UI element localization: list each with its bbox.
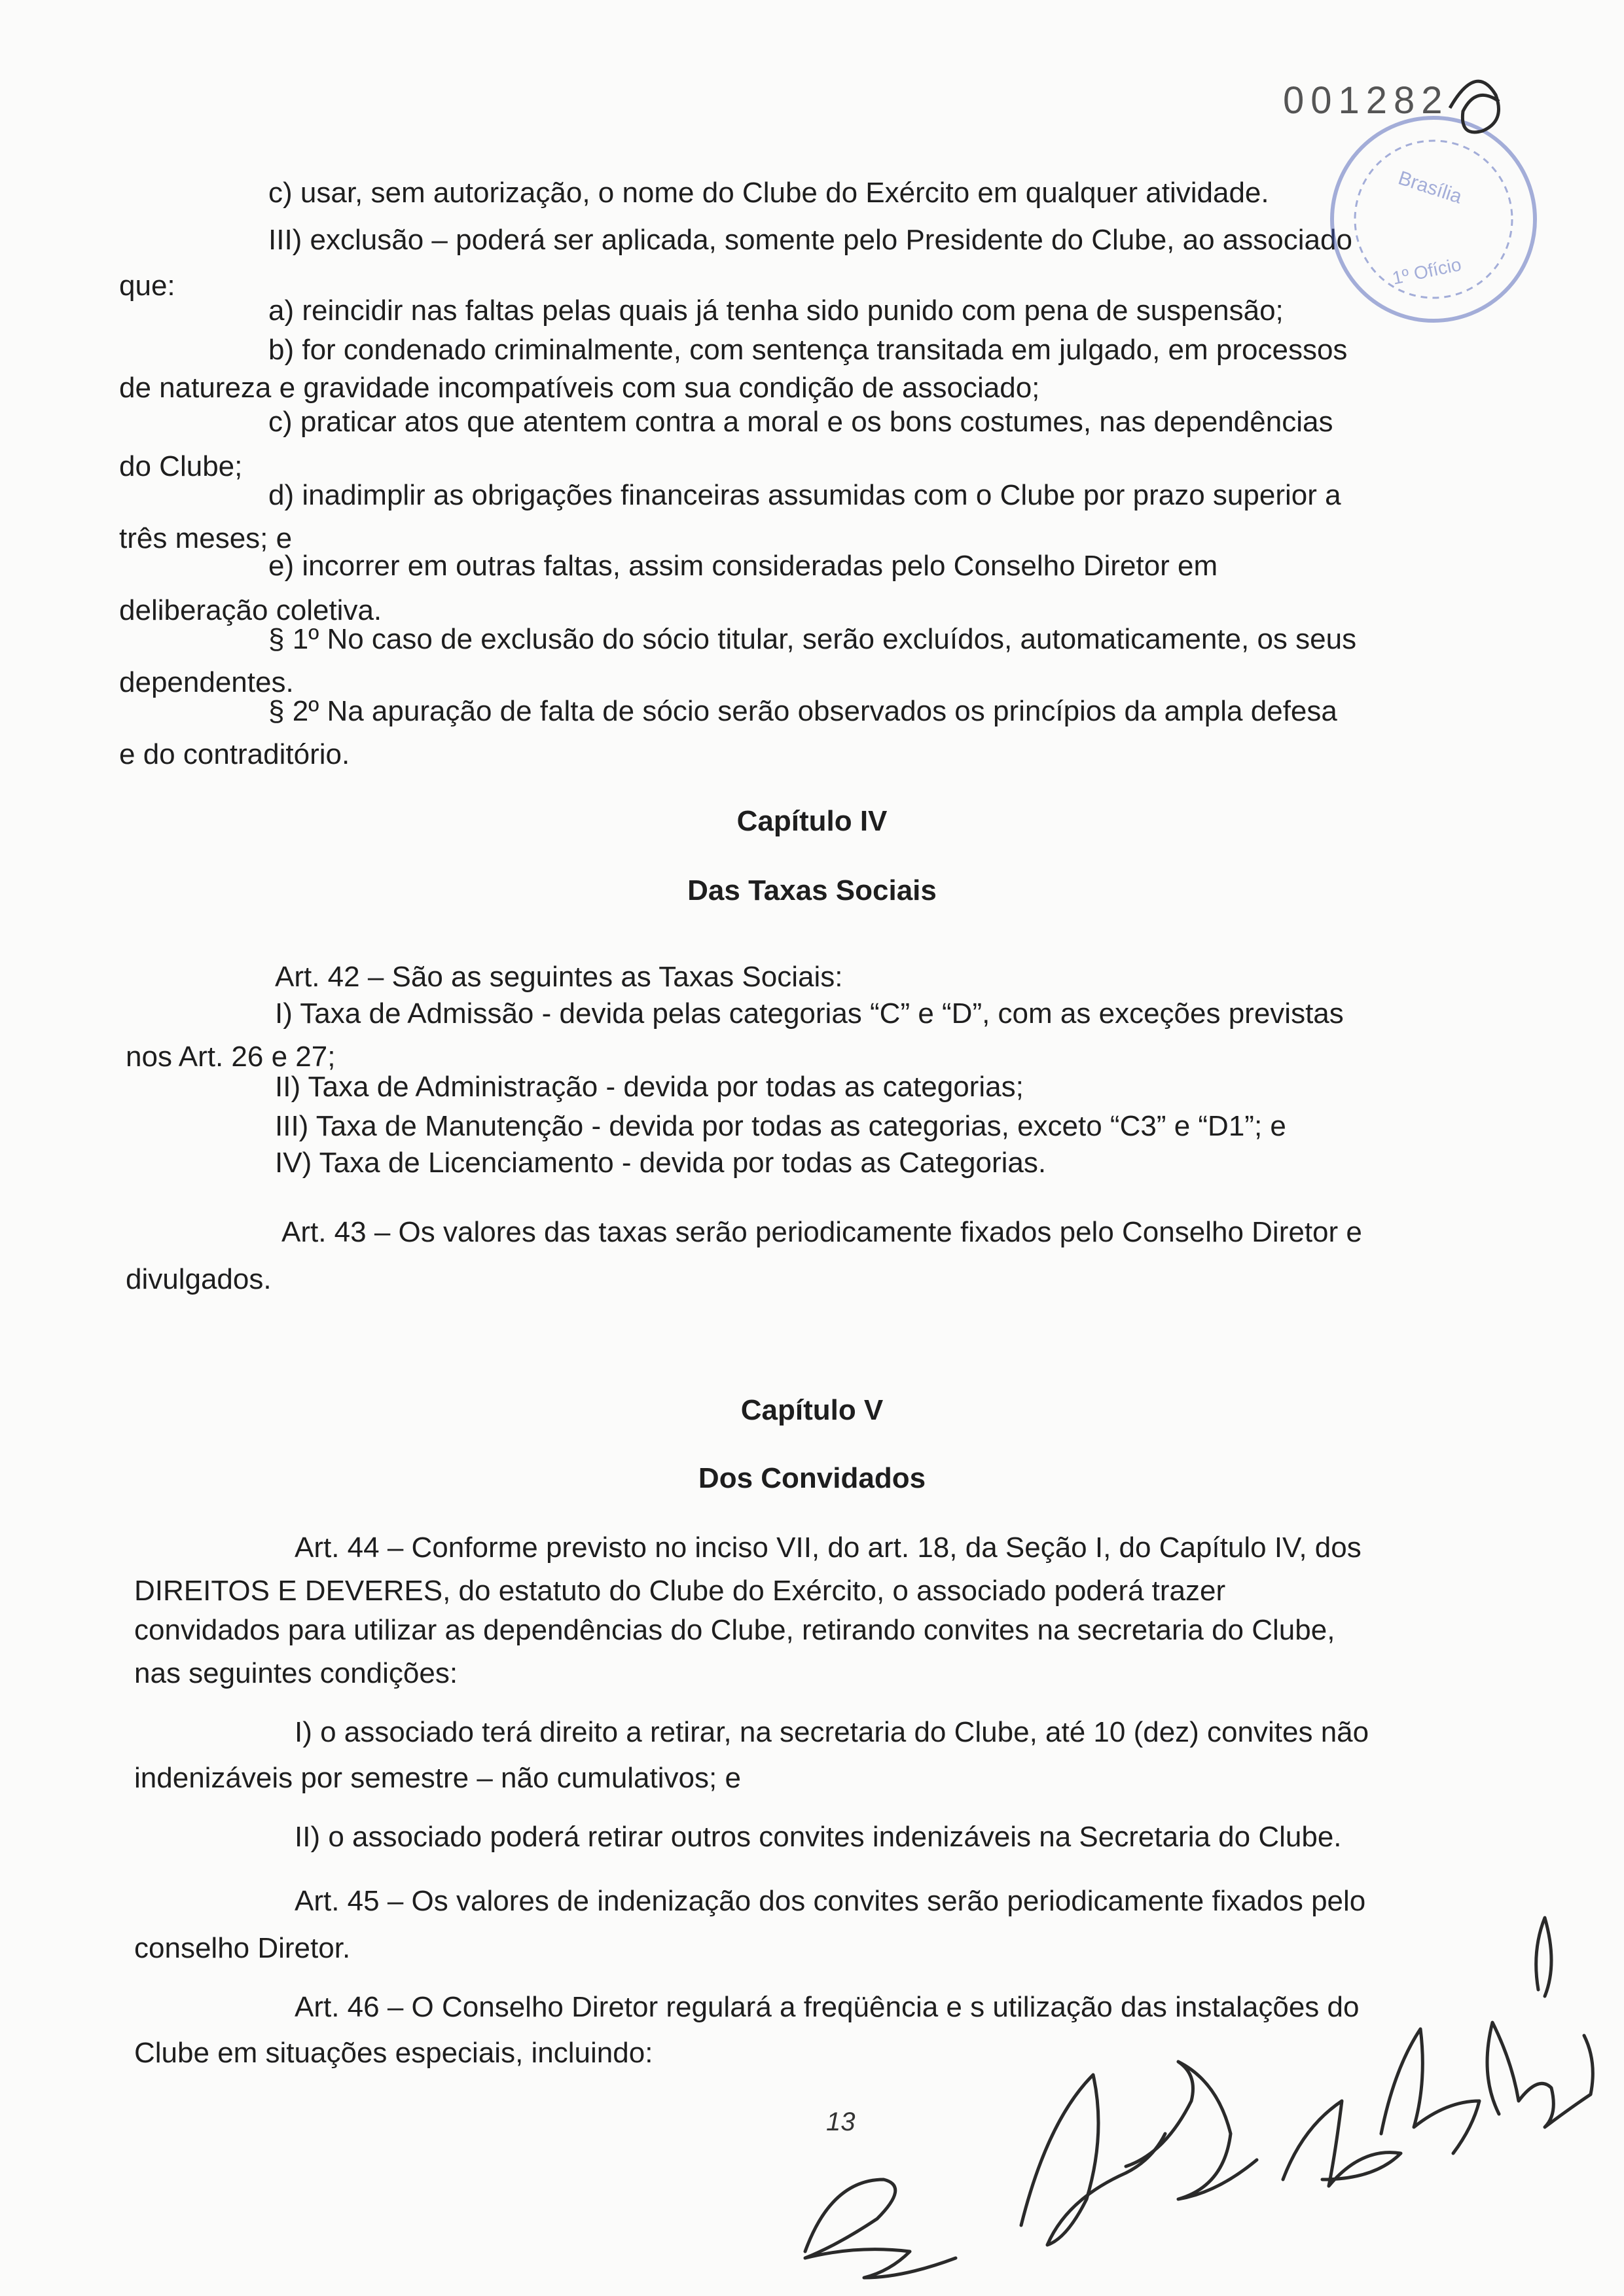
text-line: II) o associado poderá retirar outros convites indenizáveis na Secretaria do Clube. [295, 1821, 1342, 1853]
text-line: c) praticar atos que atentem contra a moral e os bons costumes, nas dependências [268, 406, 1333, 438]
text-line: b) for condenado criminalmente, com sentença transitada em julgado, em processos [268, 334, 1348, 366]
text-line: II) Taxa de Administração - devida por todas as categorias; [275, 1071, 1024, 1103]
text-line: de natureza e gravidade incompatíveis com sua condição de associado; [119, 372, 1040, 404]
text-line: do Clube; [119, 450, 243, 482]
text-line: Art. 46 – O Conselho Diretor regulará a freqüência e s utilização das instalações do [295, 1991, 1360, 2023]
chapter-heading: Capítulo V [740, 1394, 884, 1426]
text-line: dependentes. [119, 666, 294, 698]
text-line: I) Taxa de Admissão - devida pelas categorias “C” e “D”, com as exceções previstas [275, 997, 1344, 1030]
text-line: DIREITOS E DEVERES, do estatuto do Clube do Exército, o associado poderá trazer [134, 1575, 1226, 1607]
text-line: três meses; e [119, 522, 293, 554]
text-line: c) usar, sem autorização, o nome do Clube do Exército em qualquer atividade. [268, 177, 1269, 209]
svg-text:1º Ofício: 1º Ofício [1390, 254, 1464, 289]
text-line: Art. 43 – Os valores das taxas serão periodicamente fixados pelo Conselho Diretor e [281, 1216, 1362, 1248]
text-line: indenizáveis por semestre – não cumulativos; e [134, 1762, 741, 1794]
text-line: que: [119, 270, 175, 302]
chapter-subheading: Dos Convidados [698, 1462, 926, 1494]
text-line: conselho Diretor. [134, 1932, 351, 1964]
text-line: nas seguintes condições: [134, 1657, 458, 1689]
text-line: Clube em situações especiais, incluindo: [134, 2037, 653, 2069]
text-line: d) inadimplir as obrigações financeiras assumidas com o Clube por prazo superior a [268, 479, 1341, 511]
text-line: IV) Taxa de Licenciamento - devida por todas as Categorias. [275, 1147, 1047, 1179]
text-line: e) incorrer em outras faltas, assim consideradas pelo Conselho Diretor em [268, 550, 1218, 582]
text-line: § 2º Na apuração de falta de sócio serão observados os princípios da ampla defesa [268, 695, 1337, 727]
text-line: III) exclusão – poderá ser aplicada, somente pelo Presidente do Clube, ao associado [268, 224, 1352, 256]
text-line: § 1º No caso de exclusão do sócio titular, serão excluídos, automaticamente, os seus [268, 623, 1357, 655]
text-line: divulgados. [126, 1263, 272, 1295]
text-line: a) reincidir nas faltas pelas quais já tenha sido punido com pena de suspensão; [268, 295, 1284, 327]
text-line: Art. 45 – Os valores de indenização dos convites serão periodicamente fixados pelo [295, 1885, 1366, 1917]
text-line: Art. 42 – São as seguintes as Taxas Sociais: [275, 961, 843, 993]
text-line: deliberação coletiva. [119, 594, 382, 626]
chapter-subheading: Das Taxas Sociais [687, 874, 937, 906]
chapter-heading: Capítulo IV [736, 805, 888, 837]
text-line: convidados para utilizar as dependências do Clube, retirando convites na secretaria do Clube, [134, 1614, 1335, 1646]
document-number: 001282 [1283, 79, 1449, 122]
text-line: e do contraditório. [119, 738, 350, 770]
text-line: nos Art. 26 e 27; [126, 1041, 336, 1073]
page-number: 13 [826, 2108, 856, 2136]
text-line: I) o associado terá direito a retirar, na secretaria do Clube, até 10 (dez) convites não [295, 1716, 1369, 1748]
text-line: III) Taxa de Manutenção - devida por todas as categorias, exceto “C3” e “D1”; e [275, 1110, 1286, 1142]
text-line: Art. 44 – Conforme previsto no inciso VII, do art. 18, da Seção I, do Capítulo IV, dos [295, 1532, 1362, 1564]
svg-text:Brasília: Brasília [1396, 167, 1465, 208]
